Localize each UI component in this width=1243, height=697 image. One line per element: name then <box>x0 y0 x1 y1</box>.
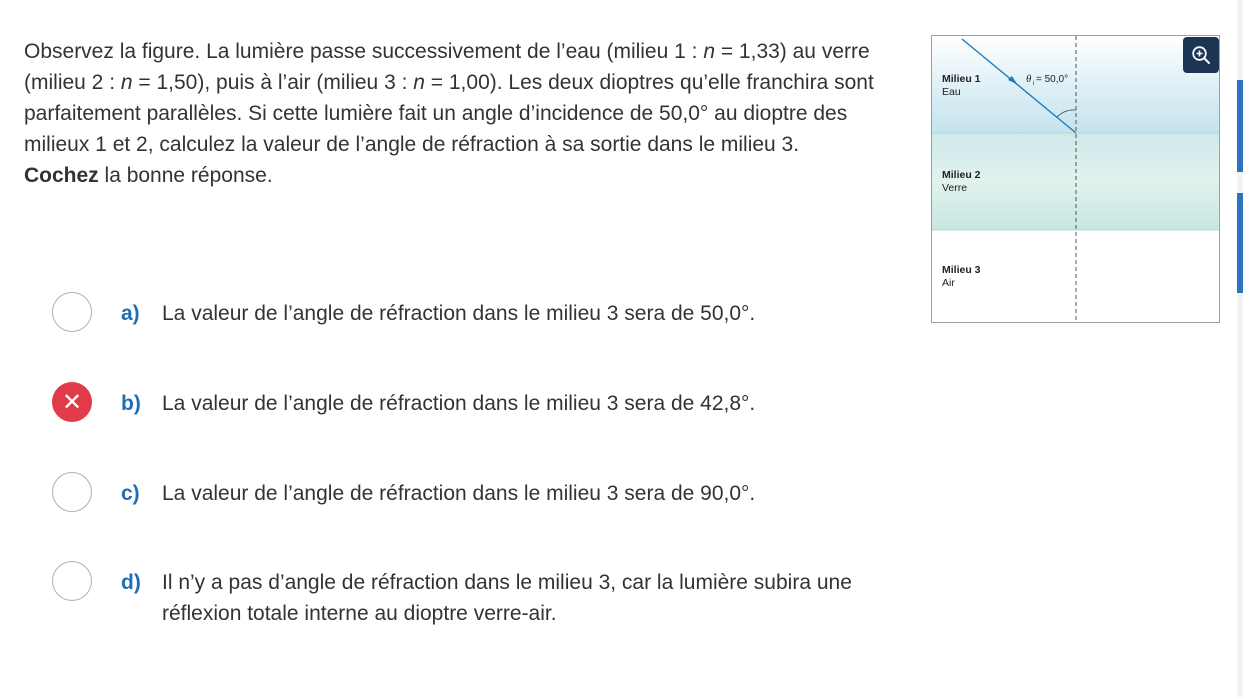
choice-text: La valeur de l’angle de réfraction dans le milieu 3 sera de 42,8°. <box>162 392 756 415</box>
radio-b-incorrect[interactable] <box>52 382 92 422</box>
radio-a[interactable] <box>52 292 92 332</box>
m3-name-label: Milieu 3 <box>942 264 981 276</box>
choice-text: La valeur de l’angle de réfraction dans le milieu 3 sera de 90,0°. <box>162 482 756 505</box>
m3-sub-label: Air <box>942 277 955 289</box>
zoom-in-icon <box>1191 45 1211 65</box>
choice-a[interactable] <box>52 292 881 332</box>
choice-c[interactable] <box>52 472 881 512</box>
m1-name-label: Milieu 1 <box>942 73 981 85</box>
m2-sub-label: Verre <box>942 182 968 194</box>
zoom-button[interactable] <box>1183 37 1219 73</box>
refraction-figure <box>931 35 1220 323</box>
choice-text: Il n’y a pas d’angle de réfraction dans le milieu 3, car la lumière subira une réflexion totale interne au dioptre verre-air. <box>162 571 852 625</box>
choice-letter: a) <box>121 302 140 325</box>
scroll-indicator-2[interactable] <box>1237 193 1243 293</box>
angle-value: = 50,0° <box>1036 74 1069 85</box>
choice-b[interactable] <box>52 382 881 422</box>
angle-symbol: θ <box>1026 73 1032 85</box>
incorrect-x-icon: ✕ <box>61 388 83 416</box>
choice-text: La valeur de l’angle de réfraction dans le milieu 3 sera de 50,0°. <box>162 302 756 325</box>
radio-d[interactable] <box>52 561 92 601</box>
emphasis-cochez: Cochez <box>24 164 99 187</box>
choice-letter: c) <box>121 482 140 505</box>
m2-name-label: Milieu 2 <box>942 169 981 181</box>
angle-subscript: i <box>1033 81 1035 87</box>
choice-letter: d) <box>121 571 141 594</box>
scroll-indicator-1[interactable] <box>1237 80 1243 172</box>
question-text: Observez la figure. La lumière passe successivement de l’eau (milieu 1 : n = 1,33) au verre (milieu 2 : n = 1,50), puis à l’air (milieu 3 : n = 1,00). Les deux dioptres qu’elle franchira sont parfaitement parallèles. Si cette lumière fait un angle d’incidence de 50,0° au dioptre des milieux 1 et 2, calculez la valeur de l’angle de réfraction à sa sortie dans le milieu 3. Cochez la bonne réponse. <box>24 40 874 187</box>
radio-c[interactable] <box>52 472 92 512</box>
refraction-diagram <box>932 36 1220 323</box>
choice-d[interactable] <box>52 561 881 629</box>
choice-letter: b) <box>121 392 141 415</box>
medium-2-glass <box>932 133 1220 230</box>
m1-sub-label: Eau <box>942 86 961 98</box>
